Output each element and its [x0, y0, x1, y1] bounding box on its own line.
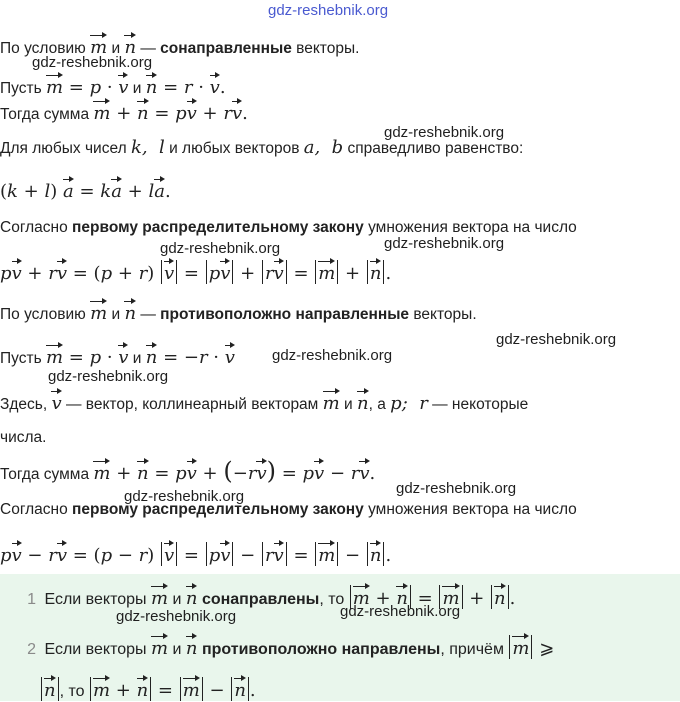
paragraph-law-2: Согласно первому распределительному закону умножения вектора на число — [0, 501, 577, 518]
formula-distributive: (k + l) a = ka + la. — [0, 178, 171, 203]
watermark: gdz-reshebnik.org — [384, 235, 505, 252]
paragraph-opposite: По условию m и n — противоположно направленные векторы. — [0, 300, 477, 325]
watermark: gdz-reshebnik.org — [340, 603, 461, 620]
paragraph-law-1: Согласно первому распределительному закону умножения вектора на число — [0, 219, 577, 236]
paragraph-sum-2: Тогда сумма m + n = pv + (−rv) = pv − rv. — [0, 457, 376, 485]
watermark: gdz-reshebnik.org — [116, 608, 237, 625]
watermark: gdz-reshebnik.org — [48, 368, 169, 385]
summary-item-2: 2 Если векторы m и n противоположно направлены, причём m ⩾ — [0, 635, 554, 660]
watermark: gdz-reshebnik.org — [160, 240, 281, 257]
watermark: gdz-reshebnik.org — [384, 124, 505, 141]
paragraph-let-2: Пусть m = p · v и n = −r · v — [0, 344, 235, 369]
paragraph-here: Здесь, v — вектор, коллинеарный векторам m и n, а p; r — некоторые — [0, 390, 528, 415]
paragraph-let-1: Пусть m = p · v и n = r · v. — [0, 74, 226, 99]
paragraph-numbers: числа. — [0, 429, 47, 446]
summary-item-1: 1 Если векторы m и n сонаправлены, то m + n = m + n . — [0, 585, 515, 610]
watermark-top: gdz-reshebnik.org — [268, 2, 389, 19]
paragraph-sum-1: Тогда сумма m + n = pv + rv. — [0, 100, 248, 125]
watermark: gdz-reshebnik.org — [32, 54, 153, 71]
formula-sum-length-1: pv + rv = (p + r) v = pv + rv = m + n . — [0, 260, 391, 285]
watermark: gdz-reshebnik.org — [396, 480, 517, 497]
formula-sum-length-2: pv − rv = (p − r) v = pv − rv = m − n . — [0, 542, 391, 567]
watermark: gdz-reshebnik.org — [124, 488, 245, 505]
paragraph-codirected: По условию m и n — сонаправленные векторы. — [0, 34, 359, 59]
paragraph-any-numbers: Для любых чисел k, l и любых векторов a, b справедливо равенство: — [0, 137, 524, 158]
summary-item-2-cont: n , то m + n = m − n . — [0, 677, 256, 702]
watermark: gdz-reshebnik.org — [272, 347, 393, 364]
watermark: gdz-reshebnik.org — [496, 331, 617, 348]
